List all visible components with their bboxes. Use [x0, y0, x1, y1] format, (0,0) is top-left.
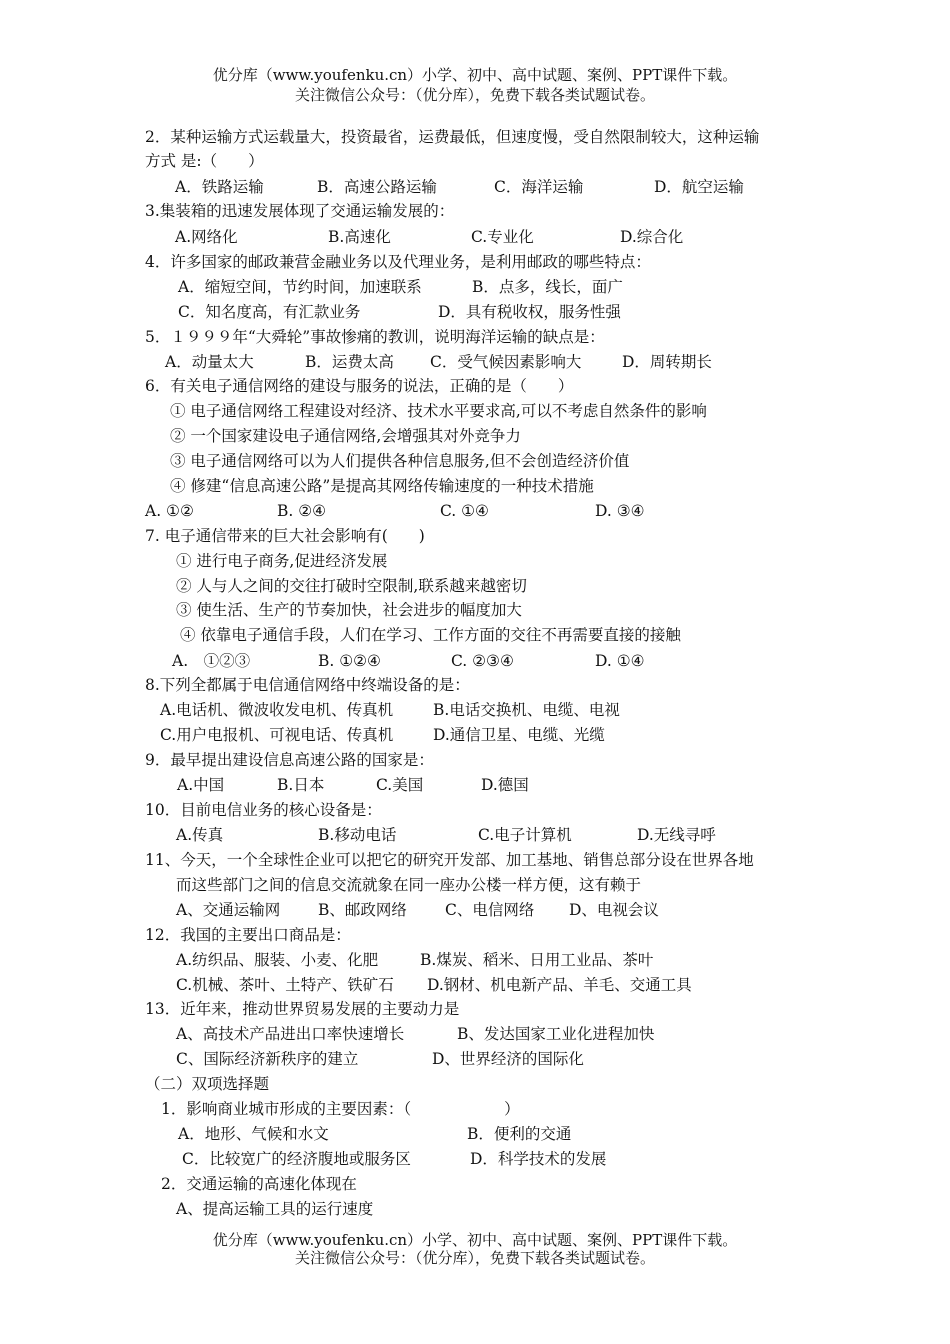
question-8-option-b: B.电话交换机、电缆、电视	[433, 701, 620, 719]
question-5-option-d: D．周转期长	[622, 353, 712, 371]
page-header-line-1: 优分库（www.youfenku.cn）小学、初中、高中试题、案例、PPT课件下载。	[212, 66, 738, 84]
section-2-question-1-option-b: B．便利的交通	[467, 1125, 572, 1143]
question-10-option-d: D.无线寻呼	[637, 826, 716, 844]
question-10-option-b: B.移动电话	[318, 826, 397, 844]
question-11-option-a: A、交通运输网	[176, 901, 281, 919]
question-7-statement-1: ① 进行电子商务,促进经济发展	[176, 552, 388, 570]
question-7-statement-2: ② 人与人之间的交往打破时空限制,联系越来越密切	[176, 577, 527, 595]
question-10-option-c: C.电子计算机	[478, 826, 572, 844]
section-2-question-1-stem: 1．影响商业城市形成的主要因素：（ ）	[161, 1100, 520, 1118]
question-6-option-a: A. ①②	[145, 502, 194, 520]
question-7-option-c: C. ②③④	[451, 652, 514, 670]
question-2-stem-line-1: 2．某种运输方式运载量大，投资最省，运费最低，但速度慢，受自然限制较大，这种运输	[145, 128, 760, 146]
question-3-stem: 3.集装箱的迅速发展体现了交通运输发展的：	[145, 202, 455, 220]
section-2-question-1-option-a: A．地形、气候和水文	[178, 1125, 329, 1143]
question-11-option-d: D、电视会议	[569, 901, 659, 919]
question-9-option-b: B.日本	[277, 776, 325, 794]
question-9-option-c: C.美国	[376, 776, 424, 794]
question-7-stem: 7. 电子通信带来的巨大社会影响有( )	[145, 527, 425, 545]
question-13-option-b: B、发达国家工业化进程加快	[457, 1025, 655, 1043]
page-footer-line-1: 优分库（www.youfenku.cn）小学、初中、高中试题、案例、PPT课件下载。	[212, 1231, 738, 1249]
question-5-stem: 5．１９９９年“大舜轮”事故惨痛的教训，说明海洋运输的缺点是：	[145, 328, 605, 346]
section-2-question-2-stem: 2．交通运输的高速化体现在	[161, 1175, 357, 1193]
question-12-stem: 12．我国的主要出口商品是：	[145, 926, 351, 944]
question-4-option-a: A．缩短空间，节约时间，加速联系	[178, 278, 422, 296]
section-2-question-1-option-d: D．科学技术的发展	[470, 1150, 607, 1168]
question-7-statement-3: ③ 使生活、生产的节奏加快，社会进步的幅度加大	[176, 601, 522, 619]
question-4-option-d: D．具有税收权，服务性强	[438, 303, 621, 321]
question-11-option-b: B、邮政网络	[318, 901, 407, 919]
question-3-option-b: B.高速化	[328, 228, 391, 246]
question-7-option-a: A. ①②③	[172, 652, 251, 670]
question-6-stem: 6．有关电子通信网络的建设与服务的说法，正确的是（ ）	[145, 377, 574, 395]
question-13-option-a: A、高技术产品进出口率快速增长	[176, 1025, 405, 1043]
question-6-option-b: B. ②④	[277, 502, 327, 520]
question-3-option-c: C.专业化	[471, 228, 534, 246]
question-11-option-c: C、电信网络	[445, 901, 535, 919]
question-12-option-b: B.煤炭、稻米、日用工业品、茶叶	[420, 951, 654, 969]
question-6-statement-4: ④ 修建“信息高速公路”是提高其网络传输速度的一种技术措施	[170, 477, 594, 495]
question-8-option-a: A.电话机、微波收发电机、传真机	[160, 701, 394, 719]
question-2-option-c: C．海洋运输	[494, 178, 584, 196]
question-3-option-d: D.综合化	[620, 228, 684, 246]
section-2-question-2-option-a: A、提高运输工具的运行速度	[176, 1200, 374, 1218]
question-5-option-a: A．动量太大	[165, 353, 254, 371]
question-11-stem-line-1: 11、今天，一个全球性企业可以把它的研究开发部、加工基地、销售总部分设在世界各地	[145, 851, 754, 869]
question-12-option-c: C.机械、茶叶、土特产、铁矿石	[176, 976, 394, 994]
question-12-option-d: D.钢材、机电新产品、羊毛、交通工具	[427, 976, 692, 994]
page-header-line-2: 关注微信公众号：（优分库），免费下载各类试题试卷。	[294, 86, 655, 104]
question-8-option-d: D.通信卫星、电缆、光缆	[433, 726, 605, 744]
question-4-option-c: C．知名度高，有汇款业务	[178, 303, 361, 321]
question-7-option-d: D. ①④	[595, 652, 645, 670]
question-4-option-b: B．点多，线长，面广	[472, 278, 623, 296]
question-8-option-c: C.用户电报机、可视电话、传真机	[160, 726, 394, 744]
section-2-title: （二）双项选择题	[145, 1075, 270, 1093]
question-8-stem: 8.下列全都属于电信通信网络中终端设备的是：	[145, 676, 470, 694]
question-7-statement-4: ④ 依靠电子通信手段，人们在学习、工作方面的交往不再需要直接的接触	[180, 626, 681, 644]
question-2-option-d: D．航空运输	[654, 178, 744, 196]
question-2-stem-line-2: 方式 是:（ ）	[145, 152, 264, 170]
question-5-option-b: B．运费太高	[305, 353, 394, 371]
question-12-option-a: A.纺织品、服装、小麦、化肥	[176, 951, 379, 969]
question-10-option-a: A.传真	[176, 826, 224, 844]
page-footer-line-2: 关注微信公众号：（优分库），免费下载各类试题试卷。	[294, 1249, 655, 1267]
question-4-stem: 4．许多国家的邮政兼营金融业务以及代理业务，是利用邮政的哪些特点：	[145, 253, 651, 271]
question-11-stem-line-2: 而这些部门之间的信息交流就象在同一座办公楼一样方便，这有赖于	[176, 876, 642, 894]
question-2-option-a: A．铁路运输	[175, 178, 264, 196]
question-13-option-d: D、世界经济的国际化	[432, 1050, 584, 1068]
question-9-option-a: A.中国	[177, 776, 225, 794]
question-3-option-a: A.网络化	[175, 228, 238, 246]
question-2-option-b: B．高速公路运输	[317, 178, 437, 196]
question-6-option-d: D. ③④	[595, 502, 645, 520]
question-6-statement-3: ③ 电子通信网络可以为人们提供各种信息服务,但不会创造经济价值	[170, 452, 630, 470]
question-13-stem: 13．近年来，推动世界贸易发展的主要动力是	[145, 1000, 460, 1018]
question-13-option-c: C、国际经济新秩序的建立	[176, 1050, 359, 1068]
question-10-stem: 10．目前电信业务的核心设备是：	[145, 801, 382, 819]
question-9-stem: 9．最早提出建设信息高速公路的国家是：	[145, 751, 434, 769]
question-6-statement-2: ② 一个国家建设电子通信网络,会增强其对外竞争力	[170, 427, 521, 445]
question-6-statement-1: ① 电子通信网络工程建设对经济、技术水平要求高,可以不考虑自然条件的影响	[170, 402, 707, 420]
question-6-option-c: C. ①④	[440, 502, 489, 520]
question-7-option-b: B. ①②④	[318, 652, 381, 670]
question-9-option-d: D.德国	[481, 776, 529, 794]
question-5-option-c: C．受气候因素影响大	[430, 353, 582, 371]
section-2-question-1-option-c: C．比较宽广的经济腹地或服务区	[182, 1150, 411, 1168]
